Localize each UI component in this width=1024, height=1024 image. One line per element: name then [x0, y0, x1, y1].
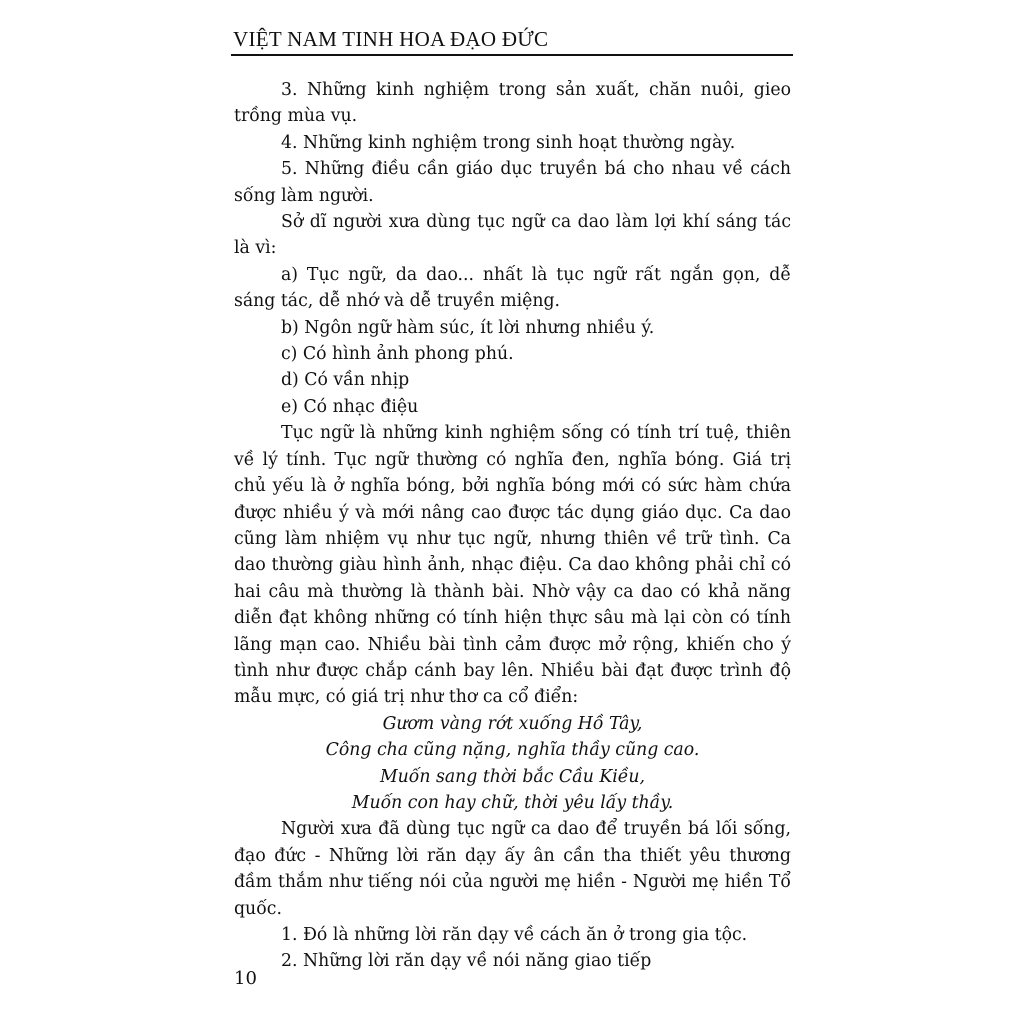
- paragraph-item-4: 4. Những kinh nghiệm trong sinh hoạt thường ngày.: [281, 132, 736, 153]
- poem-line: Muốn sang thời bắc Cầu Kiều,: [379, 766, 646, 787]
- paragraph-item-5: 5. Những điều cần giáo dục truyền bá cho nhau về cách sống làm người.: [234, 159, 791, 206]
- paragraph-reason-e: e) Có nhạc điệu: [281, 396, 419, 417]
- poem-line: Muốn con hay chữ, thời yêu lấy thầy.: [351, 792, 674, 813]
- paragraph-teaching-intro: Người xưa đã dùng tục ngữ ca dao để truyền bá lối sống, đạo đức - Những lời răn dạy ấy ân cần tha thiết yêu thương đầm thắm như tiếng nói của người mẹ hiền - Người mẹ hiền Tổ quốc.: [234, 819, 791, 919]
- paragraph-reasons-intro: Sở dĩ người xưa dùng tục ngữ ca dao làm lợi khí sáng tác là vì:: [234, 212, 791, 259]
- poem-line: Công cha cũng nặng, nghĩa thầy cũng cao.: [325, 740, 700, 761]
- header-rule: [231, 54, 793, 56]
- paragraph-reason-a: a) Tục ngữ, da dao... nhất là tục ngữ rất ngắn gọn, dễ sáng tác, dễ nhớ và dễ truyền miệng.: [234, 264, 791, 312]
- paragraph-teaching-2: 2. Những lời răn dạy về nói năng giao tiếp: [281, 951, 652, 972]
- body-text: [234, 77, 791, 975]
- paragraph-proverb-discussion: Tục ngữ là những kinh nghiệm sống có tính trí tuệ, thiên về lý tính. Tục ngữ thường có nghĩa đen, nghĩa bóng. Giá trị chủ yếu là ở nghĩa bóng, bởi nghĩa bóng mới có sức hàm chứa được nhiều ý và mới nâng cao được tác dụng giáo dục. Ca dao cũng làm nhiệm vụ như tục ngữ, nhưng thiên về trữ tình. Ca dao thường giàu hình ảnh, nhạc điệu. Ca dao không phải chỉ có hai câu mà thường là thành bài. Nhờ vậy ca dao có khả năng diễn đạt không những có tính hiện thực sâu mà lại còn có tính lãng mạn cao. Nhiều bài tình cảm được mở rộng, khiến cho ý tình như được chắp cánh bay lên. Nhiều bài đạt được trình độ mẫu mực, có giá trị như thơ ca cổ điển:: [234, 423, 791, 708]
- paragraph-teaching-1: 1. Đó là những lời răn dạy về cách ăn ở trong gia tộc.: [281, 925, 748, 945]
- paragraph-reason-d: d) Có vần nhịp: [281, 370, 410, 391]
- poem-line: Gươm vàng rớt xuống Hồ Tây,: [382, 713, 643, 734]
- page-number: 10: [234, 968, 257, 989]
- paragraph-item-3: 3. Những kinh nghiệm trong sản xuất, chăn nuôi, gieo trồng mùa vụ.: [234, 80, 791, 127]
- paragraph-reason-c: c) Có hình ảnh phong phú.: [281, 344, 514, 365]
- running-header: VIỆT NAM TINH HOA ĐẠO ĐỨC: [233, 27, 549, 51]
- poem-quote: [234, 711, 791, 817]
- paragraph-reason-b: b) Ngôn ngữ hàm súc, ít lời nhưng nhiều ý.: [281, 317, 655, 338]
